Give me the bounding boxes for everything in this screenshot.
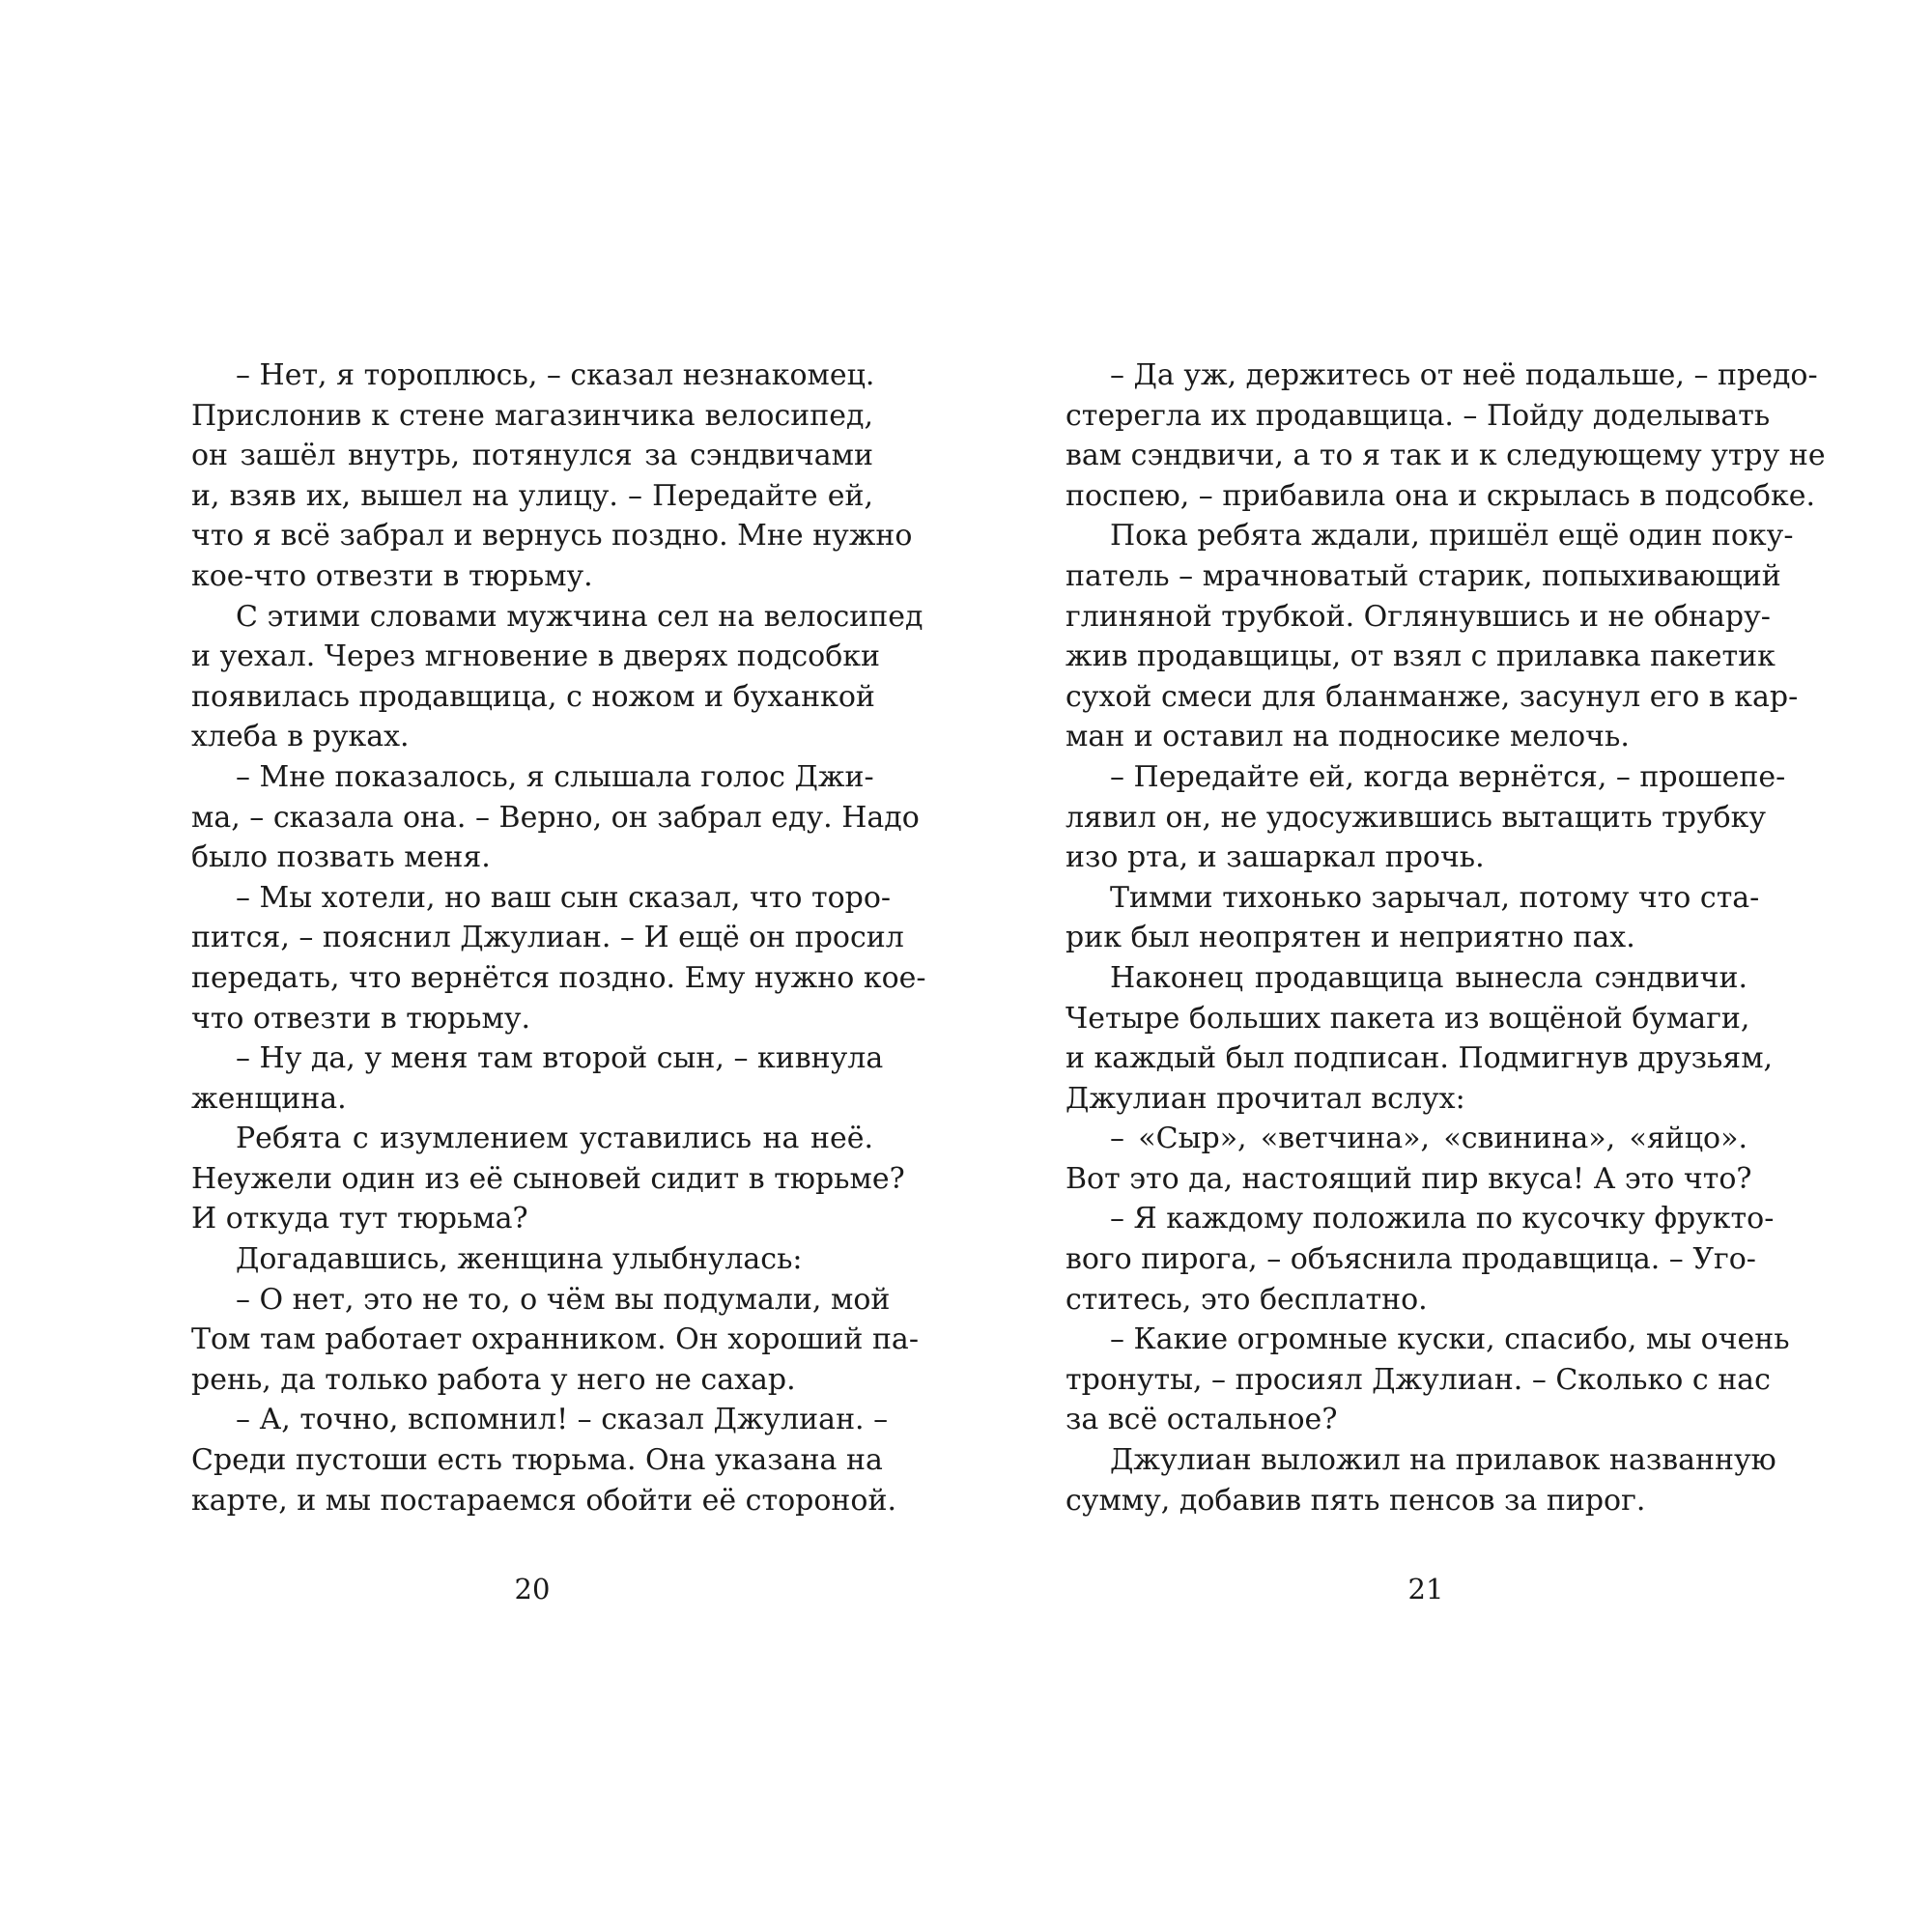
text-line: И откуда тут тюрьма? xyxy=(191,1202,528,1236)
text-line: Джулиан выложил на прилавок названную xyxy=(1110,1443,1776,1478)
text-line: сухой смеси для бланманже, засунул его в кар- xyxy=(1065,679,1799,714)
paragraph xyxy=(1065,355,1826,516)
text-line: женщина. xyxy=(191,1081,347,1116)
text-line: пится, – пояснил Джулиан. – И ещё он просил xyxy=(191,921,904,955)
text-line: карте, и мы постараемся обойти её стороной. xyxy=(191,1483,896,1518)
paragraph xyxy=(1065,958,1774,1119)
paragraph xyxy=(1065,757,1786,878)
paragraph xyxy=(191,1239,873,1280)
text-line: вам сэндвичи, а то я так и к следующему утру не xyxy=(1065,439,1826,473)
right-page-text xyxy=(1065,355,1826,1520)
text-line: за всё остальное? xyxy=(1065,1403,1338,1437)
text-line: было позвать меня. xyxy=(191,840,491,875)
text-line: появилась продавщица, с ножом и буханкой xyxy=(191,679,875,714)
text-line: Ребята с изумлением уставились на неё. xyxy=(236,1122,873,1156)
text-line: кое-что отвезти в тюрьму. xyxy=(191,558,593,593)
paragraph xyxy=(191,1400,896,1520)
text-line: – О нет, это не то, о чём вы подумали, мой xyxy=(236,1282,891,1317)
text-line: что отвезти в тюрьму. xyxy=(191,1001,531,1036)
text-line: жив продавщицы, от взял с прилавка пакетик xyxy=(1065,639,1776,674)
text-line: – Какие огромные куски, спасибо, мы очень xyxy=(1110,1322,1790,1357)
paragraph xyxy=(191,1119,905,1239)
text-line: тронуты, – просиял Джулиан. – Сколько с нас xyxy=(1065,1362,1771,1397)
paragraph xyxy=(191,1280,919,1401)
text-line: Четыре больших пакета из вощёной бумаги, xyxy=(1065,1001,1750,1036)
text-line: – Я каждому положила по кусочку фрукто- xyxy=(1110,1202,1775,1236)
text-line: ма, – сказала она. – Верно, он забрал еду. Надо xyxy=(191,800,920,835)
text-line: – Передайте ей, когда вернётся, – прошепе- xyxy=(1110,759,1786,794)
text-line: – Да уж, держитесь от неё подальше, – предо- xyxy=(1110,358,1818,392)
page-number-right: 21 xyxy=(1407,1573,1444,1605)
text-line: С этими словами мужчина сел на велосипед xyxy=(236,599,923,634)
text-line: он зашёл внутрь, потянулся за сэндвичами xyxy=(191,439,873,473)
text-line: глиняной трубкой. Оглянувшись и не обнару- xyxy=(1065,599,1771,634)
left-page-text xyxy=(191,355,926,1520)
text-line: – Мне показалось, я слышала голос Джи- xyxy=(236,759,874,794)
paragraph xyxy=(1065,878,1760,958)
paragraph xyxy=(1065,1199,1775,1320)
paragraph xyxy=(1065,516,1799,757)
text-line: что я всё забрал и вернусь поздно. Мне нужно xyxy=(191,519,913,554)
text-line: передать, что вернётся поздно. Ему нужно кое- xyxy=(191,960,926,995)
text-line: рик был неопрятен и неприятно пах. xyxy=(1065,921,1635,955)
text-line: лявил он, не удосужившись вытащить трубку xyxy=(1065,800,1767,835)
text-line: – Ну да, у меня там второй сын, – кивнула xyxy=(236,1041,884,1076)
text-line: – «Сыр», «ветчина», «свинина», «яйцо». xyxy=(1110,1122,1747,1156)
text-line: и каждый был подписан. Подмигнув друзьям, xyxy=(1065,1041,1774,1076)
text-line: сумму, добавив пять пенсов за пирог. xyxy=(1065,1483,1646,1518)
paragraph xyxy=(191,355,913,597)
text-line: – Нет, я тороплюсь, – сказал незнакомец. xyxy=(236,358,875,392)
paragraph xyxy=(1065,1119,1752,1199)
paragraph xyxy=(191,878,926,1038)
text-line: вого пирога, – объяснила продавщица. – Уго- xyxy=(1065,1242,1756,1277)
paragraph xyxy=(1065,1440,1776,1520)
text-line: Среди пустоши есть тюрьма. Она указана на xyxy=(191,1443,883,1478)
text-line: Прислонив к стене магазинчика велосипед, xyxy=(191,398,873,433)
text-line: Наконец продавщица вынесла сэндвичи. xyxy=(1110,960,1747,995)
text-line: Тимми тихонько зарычал, потому что ста- xyxy=(1110,880,1760,915)
text-line: патель – мрачноватый старик, попыхивающий xyxy=(1065,558,1781,593)
text-line: поспею, – прибавила она и скрылась в подсобке. xyxy=(1065,478,1816,513)
text-line: Неужели один из её сыновей сидит в тюрьме? xyxy=(191,1161,905,1196)
text-line: Джулиан прочитал вслух: xyxy=(1065,1081,1465,1116)
page-number-left: 20 xyxy=(514,1573,551,1605)
paragraph xyxy=(1065,1320,1790,1440)
text-line: изо рта, и зашаркал прочь. xyxy=(1065,840,1485,875)
text-line: хлеба в руках. xyxy=(191,720,410,754)
text-line: и, взяв их, вышел на улицу. – Передайте ей, xyxy=(191,478,873,513)
paragraph xyxy=(191,757,920,878)
text-line: и уехал. Через мгновение в дверях подсобки xyxy=(191,639,881,674)
text-line: ман и оставил на подносике мелочь. xyxy=(1065,720,1630,754)
paragraph xyxy=(191,1038,884,1119)
text-line: – А, точно, вспомнил! – сказал Джулиан. – xyxy=(236,1403,889,1437)
text-line: Догадавшись, женщина улыбнулась: xyxy=(236,1242,803,1277)
text-line: стерегла их продавщица. – Пойду доделывать xyxy=(1065,398,1771,433)
text-line: – Мы хотели, но ваш сын сказал, что торо- xyxy=(236,880,892,915)
text-line: рень, да только работа у него не сахар. xyxy=(191,1362,796,1397)
text-line: ститесь, это бесплатно. xyxy=(1065,1282,1428,1317)
text-line: Вот это да, настоящий пир вкуса! А это что? xyxy=(1065,1161,1752,1196)
text-line: Том там работает охранником. Он хороший па- xyxy=(191,1322,919,1357)
paragraph xyxy=(191,597,923,757)
text-line: Пока ребята ждали, пришёл ещё один поку- xyxy=(1110,519,1794,554)
